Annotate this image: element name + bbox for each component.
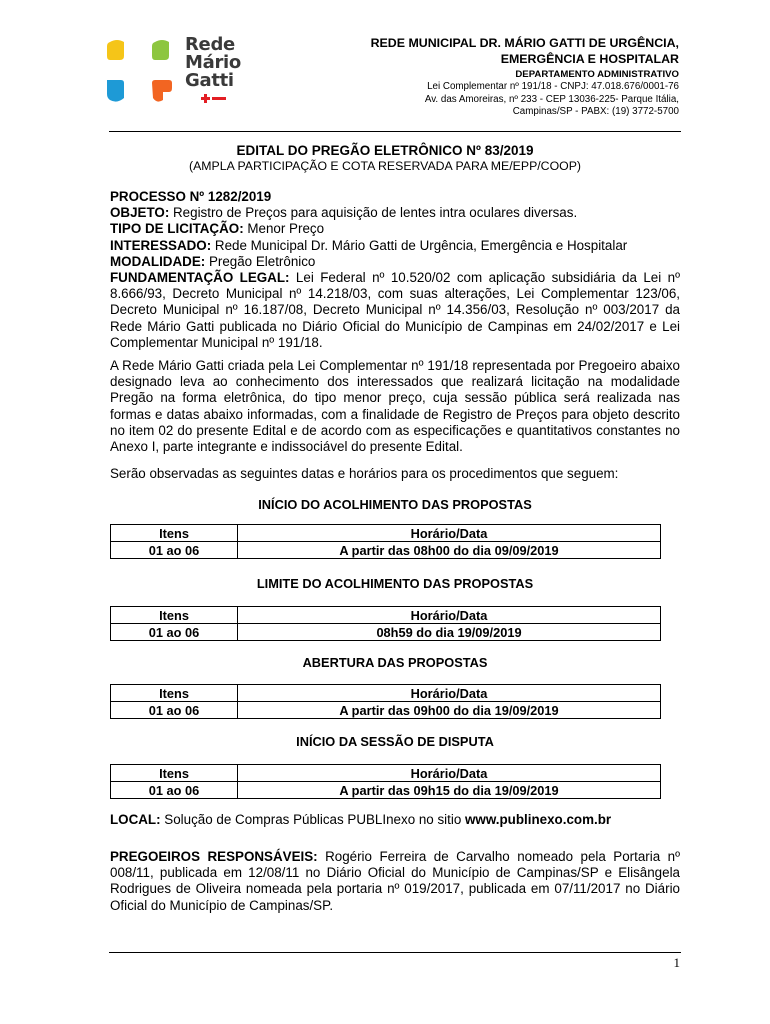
col-horario-header: Horário/Data [238, 685, 661, 702]
itens-cell: 01 ao 06 [111, 702, 238, 719]
col-itens-header: Itens [111, 525, 238, 542]
dates-intro: Serão observadas as seguintes datas e horários para os procedimentos que seguem: [110, 466, 619, 481]
schedule-table-2 [110, 606, 661, 641]
interessado-label: INTERESSADO: [110, 237, 212, 253]
letterhead [371, 35, 679, 119]
col-itens-header: Itens [111, 765, 238, 782]
publinexo-link[interactable]: www.publinexo.com.br [465, 812, 612, 827]
intro-paragraph: A Rede Mário Gatti criada pela Lei Complementar nº 191/18 representada por Pregoeiro abaixo designado leva ao conhecimento dos interessados que realizará licitação na modalidade Pregão na forma eletrônica, do tipo menor preço, cuja sessão pública será realizada nas formas e datas abaixo informadas, com a finalidade de Registro de Preços para objeto descrito no item 02 do presente Edital e de acordo com as especificações e quantitativos constantes no Anexo I, parte integrante e indissociável do presente Edital. [110, 358, 680, 455]
itens-cell: 01 ao 06 [111, 782, 238, 799]
processo-number: PROCESSO Nº 1282/2019 [110, 189, 272, 204]
edital-title: EDITAL DO PREGÃO ELETRÔNICO Nº 83/2019 [236, 143, 534, 158]
footer-divider [109, 952, 681, 953]
local-text: Solução de Compras Públicas PUBLInexo no sitio [160, 812, 466, 827]
tipo-line [110, 221, 680, 237]
schedule-title-3: ABERTURA DAS PROPOSTAS [302, 655, 488, 670]
col-horario-header: Horário/Data [238, 765, 661, 782]
schedule-table-4 [110, 764, 661, 799]
fundamentacao-line [110, 270, 680, 351]
pregoeiros-text: Rogério Ferreira de Carvalho nomeado pela Portaria nº 008/11, publicada em 12/08/11 no Diário Oficial do Município de Campinas/SP e Elisângela Rodrigues de Oliveira nomeada pela portaria nº 019/2017, publicada em 07/11/2017 no Diário Oficial do Município de Campinas/SP. [110, 849, 680, 913]
tipo-value: Menor Preço [243, 221, 325, 237]
logo-green-petal [152, 40, 169, 60]
fundamentacao-value: Lei Federal nº 10.520/02 com aplicação subsidiária da Lei nº 8.666/93, Decreto Municipal nº 14.218/03, com suas alterações, Lei Complementar 123/06, Decreto Municipal nº 16.187/08, Decreto Municipal nº 14.356/03, Resolução nº 003/2017 da Rede Mário Gatti publicada no Diário Oficial do Município de Campinas em 24/02/2017 e Lei Complementar Municipal nº 191/18. [110, 270, 680, 350]
col-itens-header: Itens [111, 607, 238, 624]
datetime-cell: A partir das 09h00 do dia 19/09/2019 [238, 702, 661, 719]
org-title-line-1: REDE MUNICIPAL DR. MÁRIO GATTI DE URGÊNCIA, [370, 36, 679, 50]
table-row [111, 542, 661, 559]
local-label: LOCAL: [110, 812, 161, 827]
logo-wordmark [185, 36, 241, 90]
schedule-table-1 [110, 524, 661, 559]
local-line [110, 812, 680, 828]
itens-cell: 01 ao 06 [111, 542, 238, 559]
logo-yellow-petal [107, 40, 124, 60]
address-line-3: Campinas/SP - PABX: (19) 3772-5700 [512, 106, 679, 117]
logo-line-1: Rede [185, 34, 235, 55]
objeto-line [110, 205, 680, 221]
table-header-row [111, 765, 661, 782]
col-horario-header: Horário/Data [238, 607, 661, 624]
col-horario-header: Horário/Data [238, 525, 661, 542]
logo-blue-petal [107, 80, 124, 102]
schedule-table-3 [110, 684, 661, 719]
address-line-2: Av. das Amoreiras, nº 233 - CEP 13036-225- Parque Itália, [424, 93, 679, 105]
interessado-line [110, 238, 680, 254]
datetime-cell: A partir das 09h15 do dia 19/09/2019 [238, 782, 661, 799]
schedule-title-4: INÍCIO DA SESSÃO DE DISPUTA [296, 734, 494, 749]
objeto-label: OBJETO: [110, 205, 170, 221]
datetime-cell: A partir das 08h00 do dia 09/09/2019 [238, 542, 661, 559]
interessado-value: Rede Municipal Dr. Mário Gatti de Urgência, Emergência e Hospitalar [211, 237, 628, 253]
tipo-label: TIPO DE LICITAÇÃO: [110, 221, 244, 237]
table-header-row [111, 685, 661, 702]
table-header-row [111, 525, 661, 542]
schedule-title-2: LIMITE DO ACOLHIMENTO DAS PROPOSTAS [256, 576, 534, 591]
col-itens-header: Itens [111, 685, 238, 702]
objeto-value: Registro de Preços para aquisição de lentes intra oculares diversas. [169, 205, 578, 221]
fundamentacao-label: FUNDAMENTAÇÃO LEGAL: [110, 270, 290, 286]
datetime-cell: 08h59 do dia 19/09/2019 [238, 624, 661, 641]
table-row [111, 624, 661, 641]
process-metadata [110, 189, 680, 351]
org-title-line-2: EMERGÊNCIA E HOSPITALAR [500, 52, 679, 66]
pregoeiros-paragraph [110, 849, 680, 914]
logo-red-cross-h [201, 97, 210, 100]
department-name: DEPARTAMENTO ADMINISTRATIVO [515, 69, 679, 80]
logo-line-3: Gatti [185, 70, 234, 91]
table-row [111, 782, 661, 799]
pregoeiros-label: PREGOEIROS RESPONSÁVEIS: [110, 849, 318, 864]
itens-cell: 01 ao 06 [111, 624, 238, 641]
modalidade-value: Pregão Eletrônico [205, 253, 316, 269]
address-line-1: Lei Complementar nº 191/18 - CNPJ: 47.018.676/0001-76 [427, 81, 679, 92]
schedule-title-1: INÍCIO DO ACOLHIMENTO DAS PROPOSTAS [258, 497, 532, 512]
header-divider [109, 131, 681, 132]
table-row [111, 702, 661, 719]
page-number: 1 [673, 955, 680, 970]
edital-subtitle: (AMPLA PARTICIPAÇÃO E COTA RESERVADA PARA ME/EPP/COOP) [188, 159, 581, 173]
logo-line-2: Mário [185, 52, 241, 73]
modalidade-line [110, 254, 680, 270]
table-header-row [111, 607, 661, 624]
logo-orange-petal [152, 80, 172, 102]
logo-red-bar [212, 97, 226, 100]
modalidade-label: MODALIDADE: [110, 253, 206, 269]
